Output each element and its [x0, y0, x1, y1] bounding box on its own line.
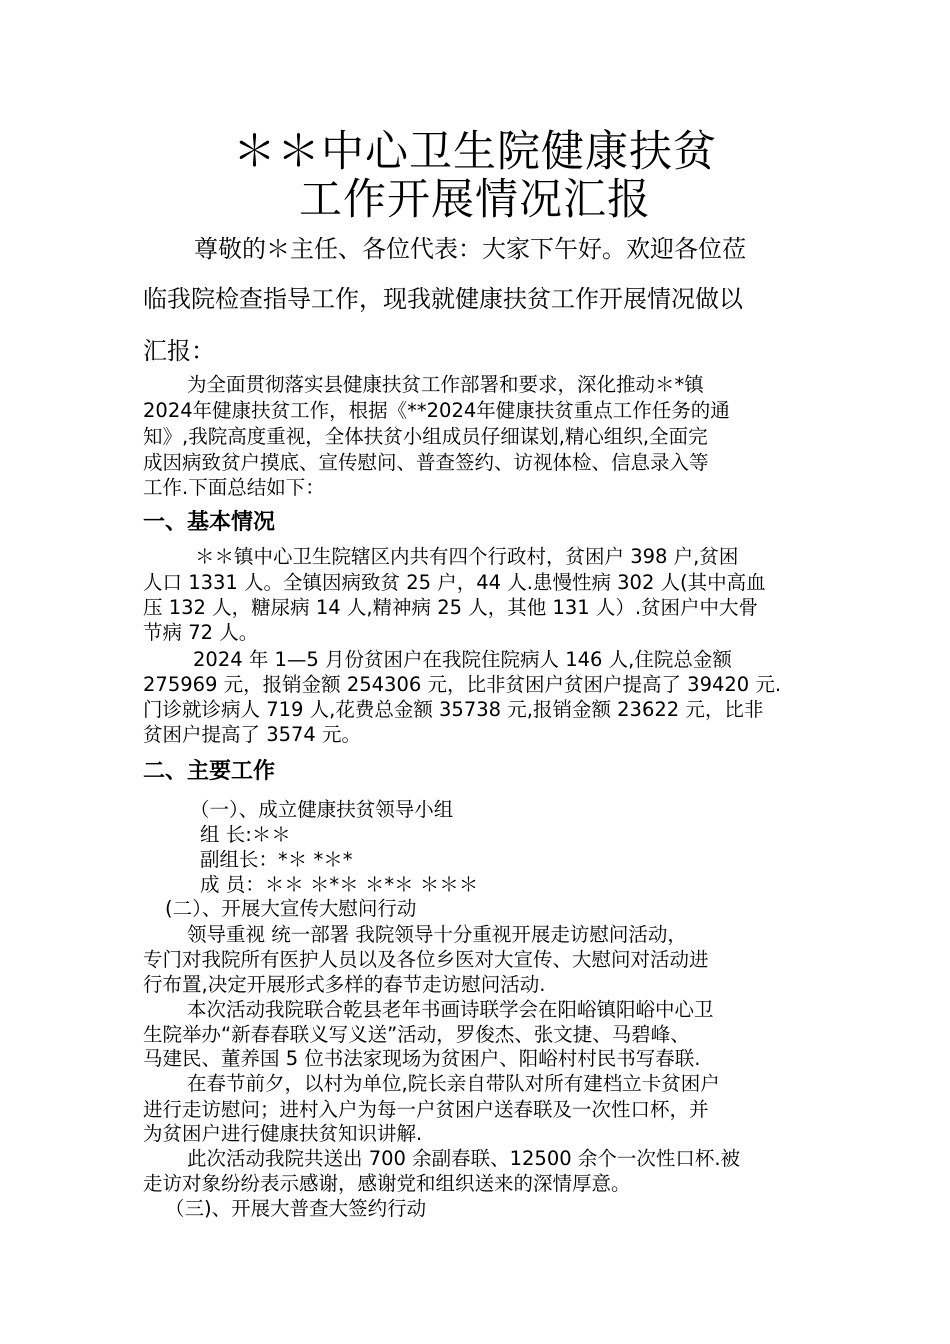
- section-heading-basic: 一、基本情况: [143, 510, 276, 535]
- section1-line-1: ＊＊镇中心卫生院辖区内共有四个行政村，贫困户 398 户,贫困: [195, 545, 739, 568]
- intro-line-1: 为全面贯彻落实县健康扶贫工作部署和要求，深化推动＊*镇: [187, 373, 704, 396]
- section2-line-14: 为贫困户进行健康扶贫知识讲解.: [143, 1122, 423, 1145]
- greeting-line-3: 汇报：: [143, 337, 215, 365]
- section2-line-7: 专门对我院所有医护人员以及各位乡医对大宣传、大慰问对活动进: [143, 948, 709, 971]
- intro-line-5: 工作.下面总结如下：: [143, 476, 325, 499]
- section2-line-16: 走访对象纷纷表示感谢，感谢党和组织送来的深情厚意。: [143, 1172, 631, 1195]
- intro-line-2: 2024年健康扶贫工作，根据《**2024年健康扶贫重点工作任务的通: [143, 399, 730, 422]
- section2-line-12: 在春节前夕，以村为单位,院长亲自带队对所有建档立卡贫困户: [187, 1072, 720, 1095]
- greeting-line-1: 尊敬的＊主任、各位代表：大家下午好。欢迎各位莅: [194, 235, 746, 263]
- section2-line-15: 此次活动我院共送出 700 余副春联、12500 余个一次性口杯.被: [187, 1147, 741, 1170]
- section1-line-4: 节病 72 人。: [143, 621, 259, 644]
- section1-line-7: 门诊就诊病人 719 人,花费总金额 35738 元,报销金额 23622 元，比非: [143, 698, 764, 721]
- section2-line-4: 成 员：＊＊ ＊*＊ ＊*＊ ＊＊＊: [200, 873, 479, 896]
- document-title-line-1: ＊＊中心卫生院健康扶贫: [233, 127, 717, 177]
- section1-line-5: 2024 年 1—5 月份贫困户在我院住院病人 146 人,住院总金额: [193, 648, 732, 671]
- section2-line-9: 本次活动我院联合乾县老年书画诗联学会在阳峪镇阳峪中心卫: [187, 998, 714, 1021]
- section2-line-3: 副组长：*＊ *＊*: [200, 848, 353, 871]
- greeting-line-2: 临我院检查指导工作，现我就健康扶贫工作开展情况做以: [143, 285, 743, 313]
- section2-line-2: 组 长:＊＊: [200, 823, 291, 846]
- section2-line-6: 领导重视 统一部署 我院领导十分重视开展走访慰问活动，: [187, 923, 687, 946]
- section-heading-main-work: 二、主要工作: [143, 759, 276, 784]
- section2-line-17: （三)、开展大普查大签约行动: [165, 1197, 427, 1220]
- section2-line-8: 行布置,决定开展形式多样的春节走访慰问活动.: [143, 973, 546, 996]
- section1-line-6: 275969 元，报销金额 254306 元，比非贫困户贫困户提高了 39420 元.: [143, 673, 782, 696]
- section2-line-1: （一）、成立健康扶贫领导小组: [190, 798, 454, 821]
- document-title-line-2: 工作开展情况汇报: [299, 175, 651, 225]
- section1-line-3: 压 132 人，糖尿病 14 人,精神病 25 人，其他 131 人）.贫困户中大骨: [143, 596, 759, 619]
- section2-line-5: (二）、开展大宣传大慰问行动: [165, 897, 417, 920]
- section2-line-13: 进行走访慰问；进村入户为每一户贫困户送春联及一次性口杯，并: [143, 1098, 709, 1121]
- intro-line-3: 知》,我院高度重视，全体扶贫小组成员仔细谋划,精心组织,全面完: [143, 425, 708, 448]
- section1-line-2: 人口 1331 人。全镇因病致贫 25 户，44 人.患慢性病 302 人(其中高血: [143, 571, 766, 594]
- intro-line-4: 成因病致贫户摸底、宣传慰问、普查签约、访视体检、信息录入等: [143, 451, 709, 474]
- section2-line-11: 马建民、董养国 5 位书法家现场为贫困户、阳峪村村民书写春联.: [143, 1047, 701, 1070]
- section1-line-8: 贫困户提高了 3574 元。: [143, 723, 362, 746]
- section2-line-10: 生院举办“新春春联义写义送”活动，罗俊杰、张文捷、马碧峰、: [143, 1023, 690, 1046]
